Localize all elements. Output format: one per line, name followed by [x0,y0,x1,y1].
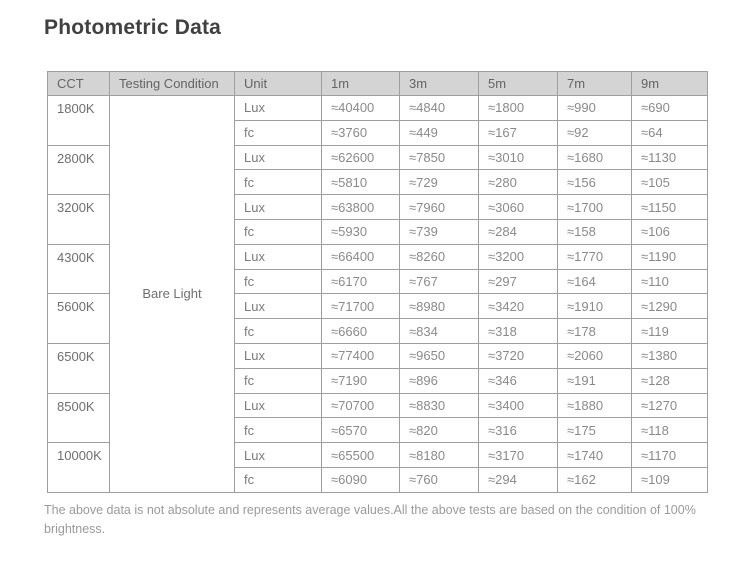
value-cell: ≈1800 [479,96,558,121]
value-cell: ≈4840 [400,96,479,121]
value-cell: ≈8180 [400,443,479,468]
col-header-3m: 3m [400,72,479,96]
value-cell: ≈449 [400,120,479,145]
value-cell: ≈63800 [322,195,400,220]
unit-cell: Lux [235,294,322,319]
value-cell: ≈2060 [558,343,632,368]
value-cell: ≈8260 [400,244,479,269]
value-cell: ≈834 [400,319,479,344]
value-cell: ≈760 [400,467,479,492]
value-cell: ≈92 [558,120,632,145]
value-cell: ≈316 [479,418,558,443]
value-cell: ≈3010 [479,145,558,170]
footnote: The above data is not absolute and represents average values.All the above tests are based on the condition of 100% brightness. [44,503,696,536]
value-cell: ≈40400 [322,96,400,121]
cct-cell: 5600K [48,294,110,344]
value-cell: ≈346 [479,368,558,393]
value-cell: ≈109 [632,467,708,492]
value-cell: ≈158 [558,219,632,244]
value-cell: ≈990 [558,96,632,121]
value-cell: ≈739 [400,219,479,244]
unit-cell: fc [235,319,322,344]
value-cell: ≈3420 [479,294,558,319]
value-cell: ≈7960 [400,195,479,220]
value-cell: ≈3400 [479,393,558,418]
value-cell: ≈77400 [322,343,400,368]
value-cell: ≈690 [632,96,708,121]
value-cell: ≈3760 [322,120,400,145]
value-cell: ≈70700 [322,393,400,418]
col-header-unit: Unit [235,72,322,96]
col-header-7m: 7m [558,72,632,96]
value-cell: ≈7190 [322,368,400,393]
table-header-row [48,72,708,96]
value-cell: ≈1700 [558,195,632,220]
unit-cell: fc [235,120,322,145]
value-cell: ≈1910 [558,294,632,319]
unit-cell: Lux [235,96,322,121]
value-cell: ≈1270 [632,393,708,418]
value-cell: ≈1130 [632,145,708,170]
value-cell: ≈1770 [558,244,632,269]
value-cell: ≈1380 [632,343,708,368]
value-cell: ≈118 [632,418,708,443]
value-cell: ≈178 [558,319,632,344]
table-row [48,96,708,121]
value-cell: ≈7850 [400,145,479,170]
value-cell: ≈1190 [632,244,708,269]
value-cell: ≈297 [479,269,558,294]
value-cell: ≈767 [400,269,479,294]
value-cell: ≈8830 [400,393,479,418]
unit-cell: Lux [235,343,322,368]
page-title: Photometric Data [44,16,222,39]
cct-cell: 6500K [48,343,110,393]
value-cell: ≈8980 [400,294,479,319]
value-cell: ≈164 [558,269,632,294]
cct-cell: 8500K [48,393,110,443]
value-cell: ≈9650 [400,343,479,368]
unit-cell: fc [235,467,322,492]
value-cell: ≈1290 [632,294,708,319]
value-cell: ≈71700 [322,294,400,319]
col-header-5m: 5m [479,72,558,96]
value-cell: ≈3060 [479,195,558,220]
cct-cell: 2800K [48,145,110,195]
value-cell: ≈110 [632,269,708,294]
value-cell: ≈1170 [632,443,708,468]
col-header-cct: CCT [48,72,110,96]
value-cell: ≈64 [632,120,708,145]
value-cell: ≈5930 [322,219,400,244]
value-cell: ≈119 [632,319,708,344]
value-cell: ≈6170 [322,269,400,294]
photometric-table [47,71,708,493]
value-cell: ≈729 [400,170,479,195]
value-cell: ≈820 [400,418,479,443]
value-cell: ≈162 [558,467,632,492]
value-cell: ≈3170 [479,443,558,468]
col-header-testing-condition: Testing Condition [110,72,235,96]
unit-cell: fc [235,170,322,195]
value-cell: ≈105 [632,170,708,195]
value-cell: ≈280 [479,170,558,195]
unit-cell: fc [235,269,322,294]
value-cell: ≈5810 [322,170,400,195]
value-cell: ≈175 [558,418,632,443]
cct-cell: 3200K [48,195,110,245]
unit-cell: Lux [235,244,322,269]
value-cell: ≈1150 [632,195,708,220]
value-cell: ≈3720 [479,343,558,368]
value-cell: ≈3200 [479,244,558,269]
col-header-9m: 9m [632,72,708,96]
value-cell: ≈167 [479,120,558,145]
value-cell: ≈191 [558,368,632,393]
col-header-1m: 1m [322,72,400,96]
unit-cell: Lux [235,393,322,418]
cct-cell: 10000K [48,443,110,493]
value-cell: ≈106 [632,219,708,244]
value-cell: ≈65500 [322,443,400,468]
value-cell: ≈156 [558,170,632,195]
value-cell: ≈6660 [322,319,400,344]
value-cell: ≈1880 [558,393,632,418]
value-cell: ≈1680 [558,145,632,170]
value-cell: ≈294 [479,467,558,492]
cct-cell: 4300K [48,244,110,294]
value-cell: ≈318 [479,319,558,344]
unit-cell: Lux [235,195,322,220]
unit-cell: Lux [235,145,322,170]
value-cell: ≈896 [400,368,479,393]
value-cell: ≈1740 [558,443,632,468]
unit-cell: fc [235,418,322,443]
unit-cell: Lux [235,443,322,468]
value-cell: ≈284 [479,219,558,244]
value-cell: ≈6090 [322,467,400,492]
value-cell: ≈62600 [322,145,400,170]
value-cell: ≈128 [632,368,708,393]
table-header [48,72,708,96]
value-cell: ≈6570 [322,418,400,443]
table-body [48,96,708,493]
unit-cell: fc [235,219,322,244]
testing-condition-cell: Bare Light [110,96,235,493]
value-cell: ≈66400 [322,244,400,269]
unit-cell: fc [235,368,322,393]
cct-cell: 1800K [48,96,110,146]
